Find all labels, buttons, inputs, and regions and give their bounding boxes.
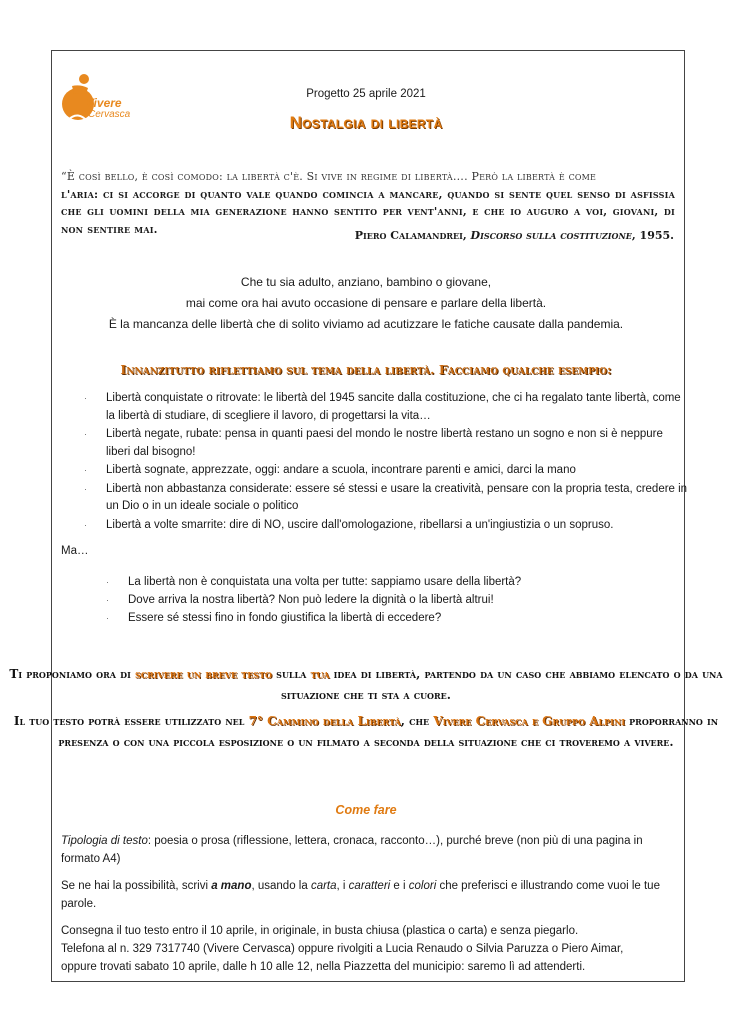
how-to-heading: Come fare	[335, 803, 397, 817]
list-item: · Dove arriva la nostra libertà? Non può ledere la dignità o la libertà altrui!	[92, 591, 672, 609]
citation-author: Piero Calamandrei,	[354, 229, 471, 242]
quote-rest: l'aria: ci si accorge di quanto vale quando comincia a mancare, quando si sente quel senso di asfissia che gli uomini della mia generazione hanno sentito per vent'anni, e che io auguro a voi, giovani, di non sentire mai.	[61, 187, 675, 236]
questions-list	[92, 573, 672, 627]
bullet-icon: ·	[106, 577, 109, 587]
examples-list	[70, 390, 690, 535]
logo-line1: Vivere	[86, 96, 122, 110]
bullet-icon: ·	[106, 595, 109, 605]
bullet-icon: ·	[84, 519, 87, 530]
bullet-icon: ·	[106, 613, 109, 623]
highlight: tua	[310, 667, 330, 681]
list-item: · La libertà non è conquistata una volta per tutte: sappiamo usare della libertà?	[92, 573, 672, 591]
bullet-icon: ·	[84, 465, 87, 475]
citation-year: , 1955.	[631, 229, 674, 242]
highlight: Vivere Cervasca e Gruppo Alpini	[433, 714, 625, 728]
bullet-icon: ·	[84, 429, 87, 439]
page-title: Nostalgia di libertà	[289, 113, 443, 132]
citation-work: Discorso sulla costituzione	[470, 229, 632, 242]
text-type-paragraph: Tipologia di testo: poesia o prosa (riflessione, lettera, cronaca, racconto…), purché breve (non più di una pagina in formato A4)	[61, 835, 643, 865]
calamandrei-quote	[61, 168, 675, 238]
project-subtitle: Progetto 25 aprile 2021	[306, 88, 426, 100]
delivery-line: oppure trovati sabato 10 aprile, dalle h 10 alle 12, nella Piazzetta del municipio: saremo lì ad attenderti.	[61, 961, 586, 973]
delivery-line: Consegna il tuo testo entro il 10 aprile, in originale, in busta chiusa (plastica o carta) e senza piegarlo.	[61, 925, 579, 937]
list-item: · Essere sé stessi fino in fondo giustifica la libertà di eccedere?	[92, 609, 672, 627]
callout-write-text: Ti proponiamo ora di scrivere un breve testo sulla tua idea di libertà, partendo da un caso che abbiamo elencato o da una situazione che ti sta a cuore.	[9, 667, 723, 702]
bullet-icon: ·	[84, 483, 87, 494]
list-item: · Libertà sognate, apprezzate, oggi: andare a scuola, incontrare parenti e amici, darci la mano	[70, 462, 690, 480]
callout-cammino: Il tuo testo potrà essere utilizzato nel 7° Cammino della Libertà, che Vivere Cervasca e Gruppo Alpini proporranno in presenza o con una piccola esposizione o un filmato a seconda della situazione che ci troveremo a vivere.	[13, 714, 719, 749]
list-item: · Libertà negate, rubate: pensa in quanti paesi del mondo le nostre libertà restano un sogno e non si è neppure liberi dal bisogno!	[84, 428, 663, 458]
section-heading: Innanzitutto riflettiamo sul tema della libertà. Facciamo qualche esempio:	[120, 362, 612, 377]
intro-line: Che tu sia adulto, anziano, bambino o giovane,	[240, 275, 492, 289]
bullet-icon: ·	[84, 393, 87, 403]
handwriting-paragraph: Se ne hai la possibilità, scrivi a mano, usando la carta, i caratteri e i colori che preferisci e illustrando come vuoi le tue parole.	[61, 880, 660, 910]
list-item: · Libertà a volte smarrite: dire di NO, uscire dall'omologazione, ribellarsi a un'ingiustizia o un sopruso.	[70, 517, 690, 535]
quote-line1: “È così bello, è così comodo: la libertà c'è. Si vive in regime di libertà…. Però la libertà è come	[61, 170, 597, 183]
intro-text	[0, 272, 732, 335]
intro-line: mai come ora hai avuto occasione di pensare e parlare della libertà.	[185, 296, 547, 310]
delivery-line: Telefona al n. 329 7317740 (Vivere Cervasca) oppure rivolgiti a Lucia Renaudo o Silvia Paruzza o Piero Aimar,	[61, 943, 624, 955]
logo-line2: Cervasca	[88, 109, 131, 120]
highlight: scrivere un breve testo	[135, 667, 272, 681]
delivery-paragraph	[61, 922, 681, 976]
list-item: · Libertà conquistate o ritrovate: le libertà del 1945 sancite dalla costituzione, che ci ha regalato tante libertà, come la libertà di studiare, di scegliere il lavoro, di progettarsi la vita…	[84, 392, 681, 422]
ma-label: Ma…	[61, 545, 89, 557]
list-item: · Libertà non abbastanza considerate: essere sé stessi e usare la creatività, pensare con la propria testa, credere in un Dio o in un ideale sociale o politico	[84, 482, 688, 512]
intro-line: È la mancanza delle libertà che di solito viviamo ad acutizzare le fatiche causate dalla pandemia.	[108, 317, 624, 331]
highlight: 7° Cammino della Libertà	[248, 714, 401, 728]
quote-citation	[355, 229, 674, 242]
